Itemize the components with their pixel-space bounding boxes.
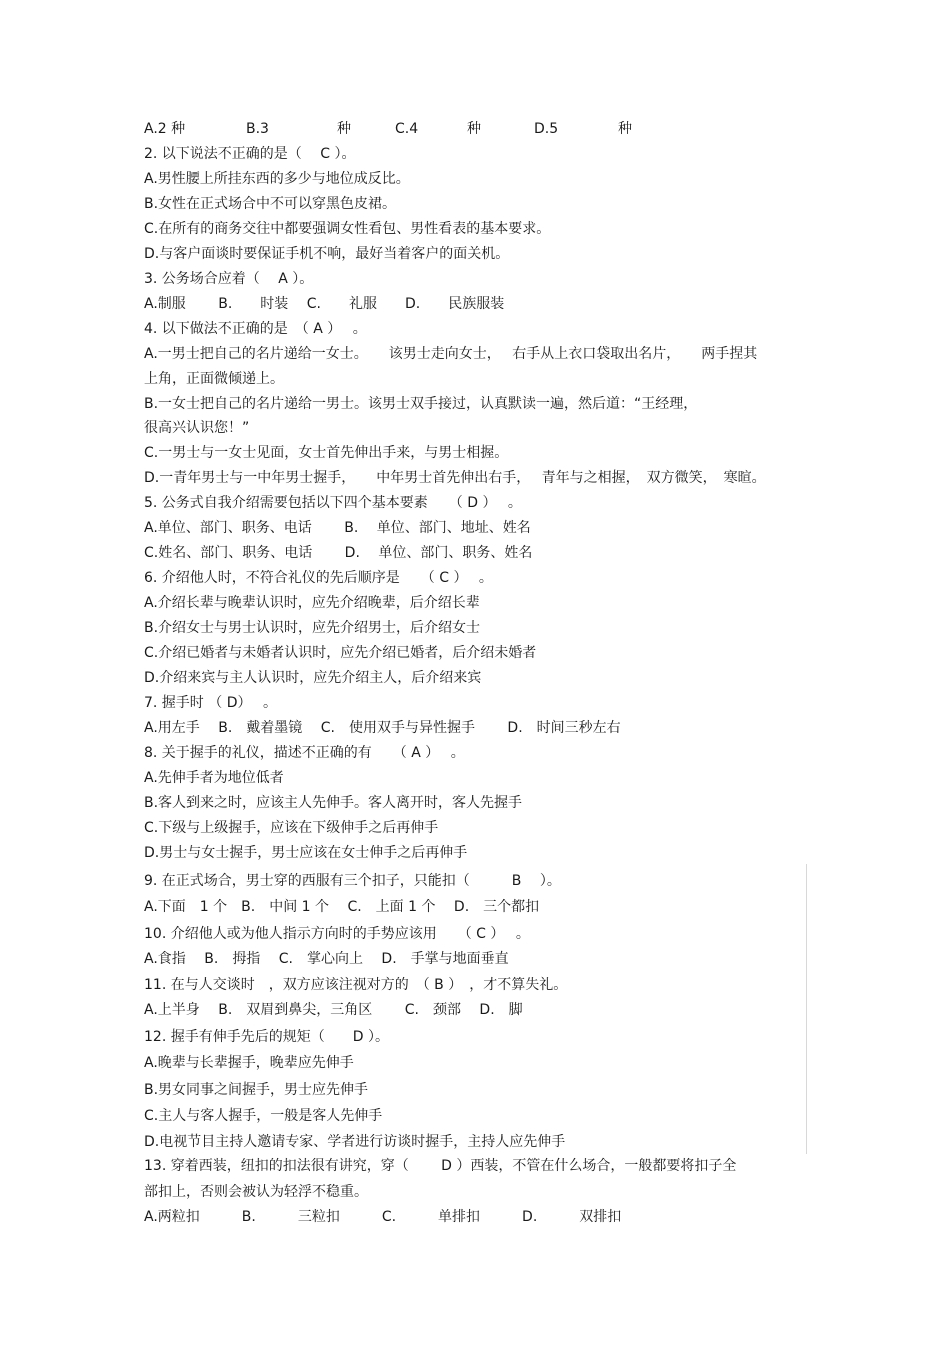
option-line: C.主人与客人握手，一般是客人先伸手 — [144, 1108, 383, 1124]
option-d-text: D.5 — [534, 121, 559, 137]
question-9: 9. 在正式场合，男士穿的西服有三个扣子，只能扣（ B ）。 — [144, 873, 561, 889]
option-line: B.女性在正式场合中不可以穿黑色皮裙。 — [144, 196, 397, 212]
question-7: 7. 握手时 （ D） 。 — [144, 695, 277, 711]
option-line: C.在所有的商务交往中都要强调女性看包、男性看表的基本要求。 — [144, 221, 551, 237]
option-line: C.姓名、部门、职务、电话 D. 单位、部门、职务、姓名 — [144, 545, 533, 561]
question-11: 11. 在与人交谈时 ，双方应该注视对方的 （ B ） ，才不算失礼。 — [144, 977, 568, 993]
option-line: A.先伸手者为地位低者 — [144, 770, 284, 786]
option-line: A.制服 B. 时装 C. 礼服 D. 民族服装 — [144, 296, 505, 312]
option-line: A.下面 1 个 B. 中间 1 个 C. 上面 1 个 D. 三个都扣 — [144, 899, 540, 915]
option-line: D.一青年男士与一中年男士握手， 中年男士首先伸出右手， 青年与之相握， 双方微笑， 寒暄。 — [144, 470, 766, 486]
option-line: A.单位、部门、职务、电话 B. 单位、部门、地址、姓名 — [144, 520, 531, 536]
option-line: A.食指 B. 拇指 C. 掌心向上 D. 手掌与地面垂直 — [144, 951, 509, 967]
option-b-unit: 种 — [337, 121, 351, 137]
option-line: D.介绍来宾与主人认识时，应先介绍主人，后介绍来宾 — [144, 670, 482, 686]
question-3: 3. 公务场合应着（ A ）。 — [144, 271, 314, 287]
option-c-unit: 种 — [467, 121, 481, 137]
question-13: 13. 穿着西装，纽扣的扣法很有讲究，穿（ D ）西装，不管在什么场合，一般都要将扣子全 — [144, 1158, 737, 1174]
option-line: A.介绍长辈与晚辈认识时，应先介绍晚辈，后介绍长辈 — [144, 595, 480, 611]
option-line: A.一男士把自己的名片递给一女士。 该男士走向女士， 右手从上衣口袋取出名片， 两手捏其 — [144, 346, 758, 362]
question-13-continued: 部扣上，否则会被认为轻浮不稳重。 — [144, 1184, 368, 1200]
option-line-continued: 上角，正面微倾递上。 — [144, 371, 284, 387]
question-4: 4. 以下做法不正确的是 （ A ） 。 — [144, 321, 367, 337]
option-line: B.介绍女士与男士认识时，应先介绍男士，后介绍女士 — [144, 620, 481, 636]
question-6: 6. 介绍他人时，不符合礼仪的先后顺序是 （ C ） 。 — [144, 570, 493, 586]
question-2: 2. 以下说法不正确的是（ C ）。 — [144, 146, 356, 162]
vertical-divider — [806, 864, 807, 1154]
option-line: B.男女同事之间握手，男士应先伸手 — [144, 1082, 369, 1098]
option-line: C.介绍已婚者与未婚者认识时，应先介绍已婚者，后介绍未婚者 — [144, 645, 537, 661]
option-line: C.一男士与一女士见面，女士首先伸出手来，与男士相握。 — [144, 445, 509, 461]
option-c-text: C.4 — [395, 121, 419, 137]
option-line: A.晚辈与长辈握手，晚辈应先伸手 — [144, 1055, 354, 1071]
question-8: 8. 关于握手的礼仪，描述不正确的有 （ A ） 。 — [144, 745, 465, 761]
option-line: B.一女士把自己的名片递给一男士。该男士双手接过，认真默读一遍，然后道：“王经理， — [144, 396, 698, 412]
option-line: B.客人到来之时，应该主人先伸手。客人离开时，客人先握手 — [144, 795, 523, 811]
option-line-continued: 很高兴认识您！” — [144, 420, 250, 436]
question-12: 12. 握手有伸手先后的规矩（ D ）。 — [144, 1029, 389, 1045]
option-line: C.下级与上级握手，应该在下级伸手之后再伸手 — [144, 820, 439, 836]
option-line: A.两粒扣 B. 三粒扣 C. 单排扣 D. 双排扣 — [144, 1209, 622, 1225]
question-5: 5. 公务式自我介绍需要包括以下四个基本要素 （ D ） 。 — [144, 495, 522, 511]
question-10: 10. 介绍他人或为他人指示方向时的手势应该用 （ C ） 。 — [144, 926, 530, 942]
option-line: D.男士与女士握手，男士应该在女士伸手之后再伸手 — [144, 845, 468, 861]
option-line: A.男性腰上所挂东西的多少与地位成反比。 — [144, 171, 410, 187]
option-d-unit: 种 — [618, 121, 632, 137]
option-line: A.用左手 B. 戴着墨镜 C. 使用双手与异性握手 D. 时间三秒左右 — [144, 720, 621, 736]
option-line: A.上半身 B. 双眉到鼻尖，三角区 C. 颈部 D. 脚 — [144, 1002, 523, 1018]
option-a-text: A.2 种 — [144, 121, 186, 137]
option-line: D.与客户面谈时要保证手机不响，最好当着客户的面关机。 — [144, 246, 510, 262]
option-b-text: B.3 — [246, 121, 269, 137]
option-line: D.电视节目主持人邀请专家、学者进行访谈时握手，主持人应先伸手 — [144, 1134, 566, 1150]
